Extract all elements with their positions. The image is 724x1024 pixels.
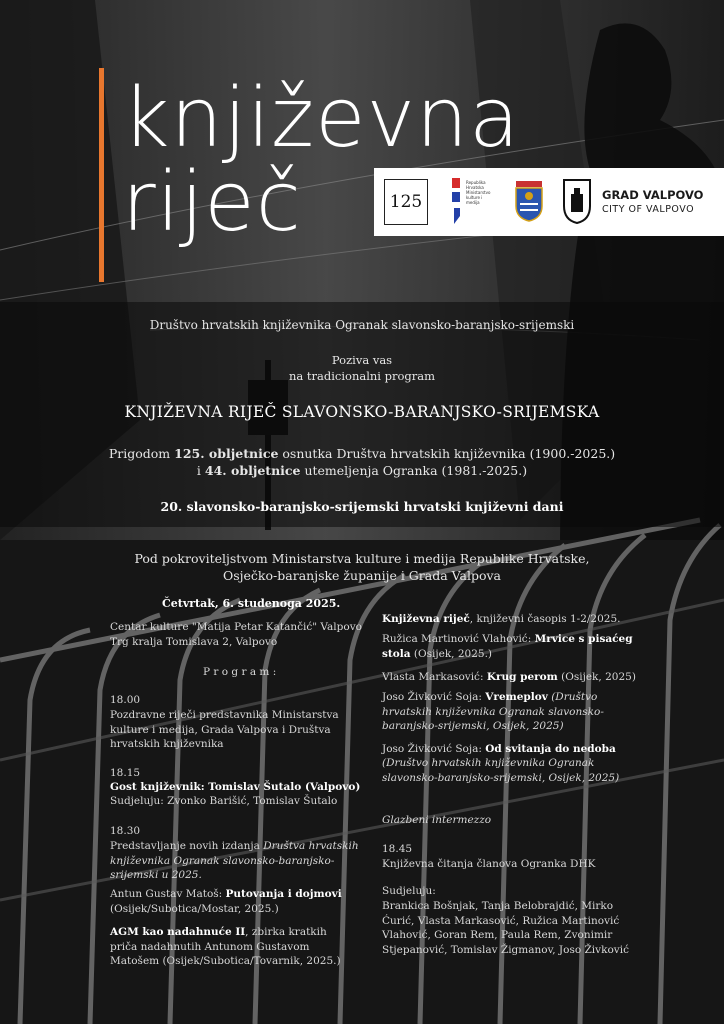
- event-date-text: Četvrtak, 6. studenoga 2025.: [162, 597, 341, 610]
- book-1-publication: (Osijek/Subotica/Mostar, 2025.): [110, 903, 279, 915]
- anniversary-logo: [384, 179, 428, 225]
- book-5: [382, 690, 650, 734]
- literary-days: [0, 498, 724, 515]
- book-3-publication: (Osijek, 2025.): [410, 647, 493, 660]
- program-label: P r o g r a m :: [203, 666, 277, 678]
- magazine-title: Književna riječ: [382, 613, 470, 625]
- book-1: [110, 887, 360, 902]
- book-4: [382, 670, 637, 685]
- book-2: [110, 925, 355, 969]
- book-2-title: AGM kao nadahnuće II: [110, 926, 246, 938]
- anniversary-logo-text: 125: [389, 192, 423, 212]
- book-5-author: Joso Živković Soja:: [382, 691, 486, 703]
- society-name: Društvo hrvatskih književnika Ogranak slavonsko-baranjsko-srijemski: [149, 318, 575, 332]
- book-6-author: Joso Živković Soja:: [382, 743, 486, 755]
- book-3: [382, 632, 637, 661]
- participants-label: Sudjeluju:: [382, 885, 436, 897]
- book-6-publication-text: (Društvo hrvatskih književnika Ogranak slavonsko-baranjsko-srijemski, Osijek, 2025): [382, 757, 620, 784]
- book-4-title: Krug perom: [486, 671, 558, 683]
- venue-line-1: Centar kulture "Matija Petar Katančić" Valpovo: [110, 621, 362, 633]
- time-1800: 18.00: [110, 694, 141, 706]
- venue-line-2: Trg kralja Tomislava 2, Valpovo: [110, 636, 278, 648]
- occasion-line-1: [0, 445, 724, 462]
- welcome-text: Pozdravne riječi predstavnika Ministarstva kulture i medija, Grada Valpova i Društva hrvatskih književnika: [110, 709, 339, 750]
- book-4-publication: (Osijek, 2025): [557, 671, 636, 683]
- guest-writer: [110, 780, 360, 795]
- logo-strip: [374, 168, 724, 236]
- county-coat-of-arms: [514, 180, 544, 226]
- music-intermezzo: [382, 813, 491, 828]
- invite-line-2: na tradicionalni program: [288, 369, 436, 383]
- occasion-line-2: [0, 462, 724, 479]
- new-editions-publisher: Društva hrvatskih književnika Ogranak slavonsko-baranjsko-srijemski u 2025.: [110, 840, 359, 881]
- occasion-1-highlight: 125. obljetnice: [174, 446, 279, 461]
- croatia-ministry-logo: [452, 178, 462, 226]
- book-1-title: Putovanja i dojmovi: [225, 888, 342, 900]
- time-1830: 18.30: [110, 825, 141, 837]
- book-3-title: Mrvice s pisaćeg stola: [382, 633, 633, 660]
- occasion-2-suffix: utemeljenja Ogranka (1981.-2025.): [300, 463, 528, 478]
- occasion-1-prefix: Prigodom: [108, 446, 175, 461]
- book-6-publication: [382, 756, 637, 785]
- occasion-1-suffix: osnutka Društva hrvatskih književnika (1900.-2025.): [278, 446, 616, 461]
- guest-writer-text: Gost književnik: Tomislav Šutalo (Valpovo): [110, 781, 361, 793]
- city-name: GRAD VALPOVO: [602, 188, 704, 202]
- participants-list: Brankica Bošnjak, Tanja Belobrajdić, Mirko Ćurić, Vlasta Markasović, Ružica Martinović Vlahović, Goran Rem, Paula Rem, Zvonimir Stjepanović, Tomislav Žigmanov, Joso Živković: [382, 900, 629, 956]
- title-line-2: riječ: [122, 155, 302, 250]
- new-editions-text: Predstavljanje novih izdanja: [110, 840, 264, 852]
- time-1845: 18.45: [382, 843, 413, 855]
- magazine-issue: , književni časopis 1-2/2025.: [469, 613, 621, 625]
- new-editions: [110, 839, 360, 883]
- literary-days-text: 20. slavonsko-baranjsko-srijemski hrvatski književni dani: [160, 499, 564, 514]
- valpovo-coat-of-arms: [562, 178, 592, 228]
- occasion-2-highlight: 44. obljetnice: [204, 463, 301, 478]
- book-6-title: Od svitanja do nedoba: [485, 743, 616, 755]
- book-5-publication: (Društvo hrvatskih književnika Ogranak slavonsko-baranjsko-srijemski, Osijek, 2025): [382, 691, 604, 732]
- patronage-line-2: Osječko-baranjske županije i Grada Valpova: [223, 568, 501, 583]
- guest-participants: Sudjeluju: Zvonko Barišić, Tomislav Šutalo: [110, 795, 338, 807]
- time-1815: 18.15: [110, 767, 141, 779]
- book-3-author: Ružica Martinović Vlahović:: [382, 633, 535, 645]
- patronage-line-1: Pod pokroviteljstvom Ministarstva kulture i medija Republike Hrvatske,: [134, 551, 590, 566]
- event-date: [162, 597, 340, 612]
- accent-bar: [99, 68, 104, 282]
- occasion-2-prefix: i: [196, 463, 205, 478]
- magazine: [382, 612, 642, 627]
- book-2-description: , zbirka kratkih priča nadahnutih Antunom Gustavom Matošem (Osijek/Subotica/Tovarnik, 2025.): [110, 926, 341, 967]
- book-4-author: Vlasta Markasović:: [382, 671, 487, 683]
- readings: Književna čitanja članova Ogranka DHK: [382, 858, 596, 870]
- book-6: [382, 742, 637, 757]
- invite-line-1: Poziva vas: [331, 353, 393, 367]
- city-subtitle: CITY OF VALPOVO: [602, 204, 695, 215]
- event-title: KNJIŽEVNA RIJEČ SLAVONSKO-BARANJSKO-SRIJEMSKA: [124, 403, 600, 421]
- ministry-text: Republika Hrvatska Ministarstvo kulture i medija: [466, 180, 491, 205]
- music-intermezzo-text: Glazbeni intermezzo: [382, 814, 492, 826]
- title-line-1: književna: [122, 71, 521, 166]
- book-1-author: Antun Gustav Matoš:: [110, 888, 226, 900]
- book-5-title: Vremeplov: [485, 691, 548, 703]
